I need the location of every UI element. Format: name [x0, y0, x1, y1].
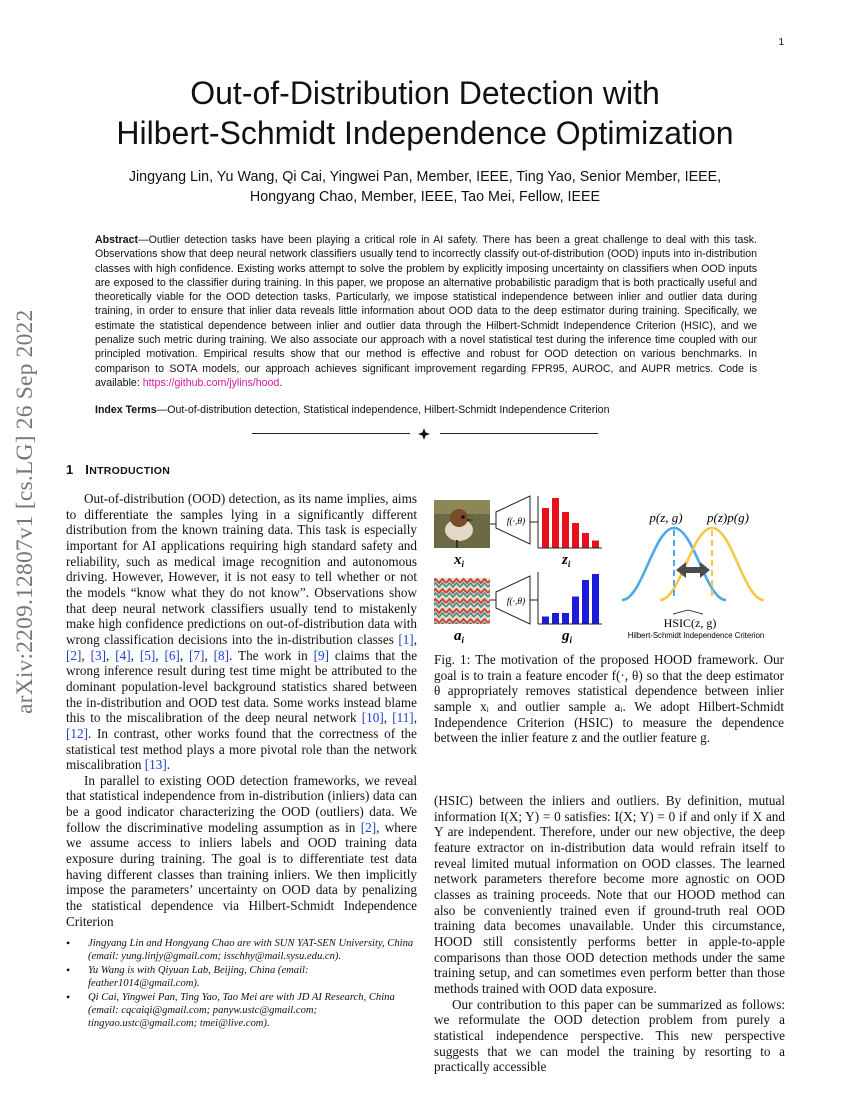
citation-link[interactable]: [3] [90, 647, 106, 663]
citation-link[interactable]: [13] [144, 757, 167, 773]
joint-label: p(z, g) [649, 510, 683, 525]
section-title-first: I [85, 462, 90, 477]
footnotes [66, 937, 417, 1031]
intro-paragraph-1: Out-of-distribution (OOD) detection, as its name implies, aims to differentiate the samples lying in a significantly different distribution from the known training data. This task is especially important for AI applications requiring high standard safety and reliability, such as medical image recognition and autonomous driving. However, However, it is not easy to tell whether or not the models “know what they do not know”. Observations show that deep neural network classifiers usually tend to mistakenly make high confidence predictions on out-of-distribution data with wrong classification decisions into the in-distribution classes [1], [2], [3], [4], [5], [6], [7], [8]. The work in [9] claims that the wrong inference result during test time might be attributed to the dominant population-level background statistics shared between the in-distribution and OOD test data. Some works instead blame this to the miscalibration of the deep neural network [10], [11], [12]. In contrast, other works found that the correctness of the statistical test method plays a more pivotal role than the network miscalibration [13]. [66, 491, 418, 773]
text-run: In parallel to existing OOD detection frameworks, we reveal that statistical independence from in-distribution (inliers) data can be a good indicator characterizing the OOD (outliers) data. We follow the discriminative modeling assumption as in [66, 772, 417, 835]
index-terms-text: —Out-of-distribution detection, Statistical independence, Hilbert-Schmidt Independence Criterion [156, 404, 610, 416]
text-run: claims that the wrong inference result during test time might be attributed to the dominant population-level background statistics shared between the in-distribution and OOD test data. Some works instead blame this to the miscalibration of the deep neural network [66, 647, 418, 726]
citation-link[interactable]: [9] [313, 647, 330, 663]
citation-link[interactable]: [12] [66, 725, 88, 741]
z-bar-chart [542, 498, 599, 548]
citation-link[interactable]: [6] [164, 647, 180, 663]
text-run: . The work in [229, 647, 314, 663]
footnote-item: • Jingyang Lin and Hongyang Chao are with SUN YAT-SEN University, China (email: yung.linjy@gmail.com; isschhy@mail.sysu.edu.cn). [66, 937, 417, 963]
title-line-1: Out-of-Distribution Detection with [190, 75, 660, 111]
hsic-label: HSIC(z, g) [663, 616, 717, 630]
g-bar [582, 580, 589, 624]
right-column-text [434, 793, 785, 1075]
section-number: 1 [66, 462, 74, 477]
bird-image [434, 500, 490, 548]
footnote-item: • Yu Wang is with Qiyuan Lab, Beijing, China (email: feather1014@gmail.com). [66, 964, 417, 990]
page-number: 1 [778, 37, 784, 48]
encoder-label: f(·,θ) [506, 597, 526, 607]
product-label: p(z)p(g) [707, 510, 749, 525]
encoder-icon [496, 576, 530, 624]
g-label: $g_i$ [562, 628, 573, 645]
citation-link[interactable]: [5] [139, 647, 156, 663]
z-bar [582, 533, 589, 548]
caption-label: Fig. 1: [434, 652, 476, 667]
text-run: . In contrast, other works found that the correctness of the statistical test method plays a more pivotal role than the network miscalibration [66, 725, 417, 773]
citation-link[interactable]: [11] [392, 710, 414, 726]
separator-line-right [440, 433, 598, 434]
citation-link[interactable]: [10] [361, 710, 384, 726]
g-bar [542, 617, 549, 625]
paper-title [0, 73, 850, 153]
z-bar [542, 508, 549, 548]
right-paragraph-2: Our contribution to this paper can be summarized as follows: we reformulate the OOD detection problem from purely a statistical independence perspective. This new perspective suggests that we can model the training by resorting to a practically accessible [434, 996, 785, 1075]
abstract-label: Abstract [95, 234, 138, 246]
z-bar [592, 541, 599, 549]
abstract-text: —Outlier detection tasks have been playing a critical role in AI safety. There has been a great challenge to deal with this task. Observations show that deep neural network classifiers usually tend to incorrectly classify out-of-distribution (OOD) inputs into in-distribution classes with high confidence. Existing works attempt to solve the problem by explicitly imposing uncertainty on classifiers when OOD inputs are exposed to the classifier during training. In this paper, we propose an alternative probabilistic paradigm that is both practically useful and theoretically viable for the OOD detection tasks. Particularly, we impose statistical independence between inlier and outlier data during training, in order to ensure that inlier data reveals little information about OOD data to the deep estimator during training. Specifically, we estimate the statistical dependence between inlier and outlier data through the Hilbert-Schmidt Independence Criterion (HSIC), and we penalize such metric during training. We also associate our approach with a novel statistical test during the inference time coupled with our principled motivation. Empirical results show that our method is effective and robust for OOD detection on various benchmarks. In comparison to SOTA models, our approach achieves significant improvement regarding FPR95, AUROC, and AUPR metrics. Code is available: [95, 234, 757, 389]
right-paragraph-1: (HSIC) between the inliers and outliers. By definition, mutual information I(X; Y) = 0 satisfies: I(X; Y) = 0 if and only if X and Y are independent. Therefore, under our new objective, the deep feature extractor on in-distribution data would refrain itself to reveal limited mutual information on OOD classes. The learned network parameters therefore become more agnostic on OOD classes as training proceeds. Note that our HOOD method can also be conveniently trained even if ground-truth real OOD training data becomes unavailable. Under this circumstance, HOOD still consistently performs better in apple-to-apple comparisons than those OOD detection methods under the same training setup, and can sometimes even perform better than those methods trained with OOD data exposure. [434, 793, 785, 996]
left-column-text [66, 491, 417, 929]
citation-link[interactable]: [1] [398, 631, 414, 647]
hsic-hat [673, 610, 703, 614]
index-terms [95, 404, 757, 416]
citation-link[interactable]: [8] [213, 647, 230, 663]
code-link[interactable]: https://github.com/jylins/hood [142, 376, 280, 389]
caption-text: The motivation of the proposed HOOD framework. Our goal is to train a feature encoder f(·, θ) so that the deep estimator θ appropriately removes statistical dependence between inlier sample xᵢ and outlier sample aᵢ. We adopt Hilbert-Schmidt Independence Criterion (HSIC) to measure the dependence between the inlier feature z and the outlier feature g. [434, 652, 784, 746]
z-bar [562, 512, 569, 548]
figure-caption [434, 652, 784, 746]
footnote-rule [66, 929, 417, 931]
section-title-rest: NTRODUCTION [89, 465, 171, 477]
index-terms-label: Index Terms [95, 404, 157, 416]
text-run: , where we assume access to inliers labels and OOD training data exposure during training. The goal is to differentiate test data having different classes than training inliers. We then implicitly impose the parameters’ uncertainty on OOD data by penalizing the statistical dependence via Hilbert-Schmidt Independence Criterion [66, 819, 417, 929]
z-bar [552, 498, 559, 548]
g-bar-chart [542, 574, 599, 624]
encoder-icon [496, 496, 530, 544]
arxiv-text: arXiv:2209.12807v1 [cs.LG] 26 Sep 2022 [12, 309, 38, 714]
z-label: $z_i$ [562, 552, 571, 569]
text-run: Out-of-distribution (OOD) detection, as its name implies, aims to differentiate the samples lying in a significantly different distribution from the known training data. This task is especially important for AI applications requiring high standard safety and reliability, such as medical image recognition and autonomous driving. However, However, it is not easy to tell whether or not the models “know what they do not know”. Observations show that deep neural network classifiers usually tend to mistakenly make high confidence predictions on out-of-distribution data with wrong classification decisions into the in-distribution classes [66, 491, 417, 647]
authors-line-1: Jingyang Lin, Yu Wang, Qi Cai, Yingwei Pan, Member, IEEE, Ting Yao, Senior Member, IEEE, [128, 169, 722, 185]
citation-link[interactable]: [2] [360, 819, 377, 835]
section-heading-introduction [66, 462, 170, 477]
hsic-caption: Hilbert-Schmidt Independence Criterion [627, 631, 765, 640]
section-separator [252, 428, 598, 440]
figure-1 [432, 488, 784, 648]
separator-line-left [252, 433, 410, 434]
a-label: $a_i$ [454, 628, 465, 645]
author-list [0, 167, 850, 207]
g-bar [552, 613, 559, 624]
citation-link[interactable]: [4] [115, 647, 131, 663]
citation-link[interactable]: [7] [189, 647, 205, 663]
x-label: $x_i$ [454, 552, 465, 569]
title-line-2: Hilbert-Schmidt Independence Optimization [116, 115, 734, 151]
intro-paragraph-2 [66, 773, 417, 930]
citation-link[interactable]: [2] [66, 647, 82, 663]
abstract-end: . [279, 376, 283, 389]
g-bar [592, 574, 599, 624]
footnote-item: • Qi Cai, Yingwei Pan, Ting Yao, Tao Mei are with JD AI Research, China (email: cqcaiqi@gmail.com; panyw.ustc@gmail.com; tingyao.ustc@gmail.com; tmei@live.com). [66, 991, 417, 1030]
text-run: . [166, 757, 171, 773]
g-bar [572, 597, 579, 625]
abstract [95, 233, 757, 390]
zigzag-pattern-image [434, 578, 490, 624]
arxiv-identifier [6, 294, 46, 714]
authors-line-2: Hongyang Chao, Member, IEEE, Tao Mei, Fellow, IEEE [249, 189, 601, 205]
g-bar [562, 613, 569, 624]
diamond-icon [418, 428, 430, 440]
z-bar [572, 523, 579, 548]
encoder-label: f(·,θ) [506, 517, 526, 527]
